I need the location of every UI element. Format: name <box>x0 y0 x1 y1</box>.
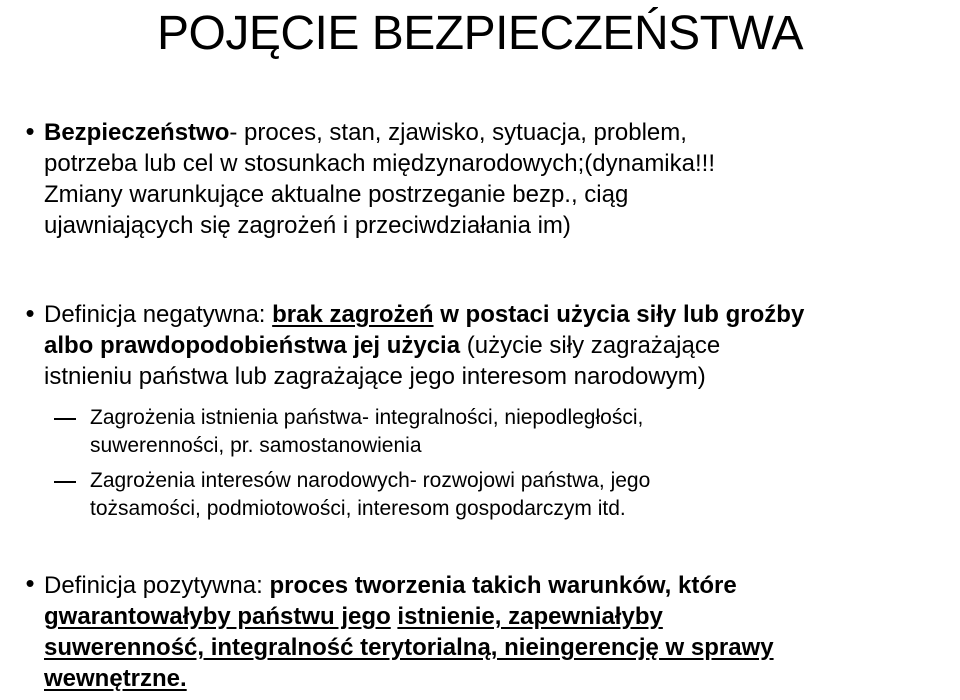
bullet-2-bold-1: w postaci użycia siły lub groźby <box>433 301 805 328</box>
sub-dash-1 <box>54 418 76 420</box>
sub-bullet-2-line-2: tożsamości, podmiotowości, interesom gospodarczym itd. <box>90 497 626 520</box>
term-bezpieczenstwo: Bezpieczeństwo <box>44 119 230 146</box>
bullet-3-line-1 <box>44 570 956 601</box>
bullet-dot-1: • <box>25 116 35 146</box>
bullet-3-underline-3: suwerenność, integralność terytorialną, nieingerencję w sprawy <box>44 634 774 661</box>
bullet-3-line-3 <box>44 632 956 663</box>
bullet-2-line-2 <box>44 330 956 361</box>
bullet-2-line-2-rest: (użycie siły zagrażające <box>460 332 721 359</box>
bullet-3-underline-2b: istnienie, zapewniałyby <box>397 603 663 630</box>
bullet-1-line-3: Zmiany warunkujące aktualne postrzeganie bezp., ciąg <box>44 181 629 208</box>
sub-bullet-2-line-1: Zagrożenia interesów narodowych- rozwojowi państwa, jego <box>90 469 651 492</box>
bullet-1-line-4: ujawniających się zagrożeń i przeciwdziałania im) <box>44 212 571 239</box>
bullet-2-line-1 <box>44 299 956 330</box>
definition-negative-label: Definicja negatywna: <box>44 301 273 328</box>
sub-bullet-1 <box>90 404 950 460</box>
bullet-2-line-3: istnieniu państwa lub zagrażające jego interesom narodowym) <box>44 363 706 390</box>
term-brak-zagrozen: brak zagrożeń <box>272 301 434 328</box>
bullet-3-underline-4: wewnętrzne. <box>44 665 187 692</box>
bullet-dot-3: • <box>25 568 35 598</box>
bullet-3-bold-1: proces tworzenia takich warunków, które <box>269 572 737 599</box>
bullet-1-text <box>44 117 956 241</box>
bullet-1-line-2: potrzeba lub cel w stosunkach międzynarodowych;(dynamika!!! <box>44 150 715 177</box>
definition-positive-label: Definicja pozytywna: <box>44 572 270 599</box>
bullet-2-bold-2: albo prawdopodobieństwa jej użycia <box>44 332 461 359</box>
bullet-1-line-1-rest: - proces, stan, zjawisko, sytuacja, problem, <box>229 119 687 146</box>
bullet-3-line-2 <box>44 601 956 632</box>
bullet-3-line-4 <box>44 663 956 694</box>
bullet-3-text <box>44 570 956 694</box>
sub-bullet-1-line-1: Zagrożenia istnienia państwa- integralności, niepodległości, <box>90 406 644 429</box>
slide-title: POJĘCIE BEZPIECZEŃSTWA <box>157 7 803 60</box>
bullet-3-underline-2a: gwarantowałyby państwu jego <box>44 603 391 630</box>
sub-bullet-2 <box>90 467 950 523</box>
sub-dash-2 <box>54 481 76 483</box>
sub-bullet-1-line-2: suwerenności, pr. samostanowienia <box>90 434 422 457</box>
bullet-dot-2: • <box>25 298 35 328</box>
bullet-2-text <box>44 299 956 392</box>
bullet-1-line-1 <box>44 117 956 148</box>
